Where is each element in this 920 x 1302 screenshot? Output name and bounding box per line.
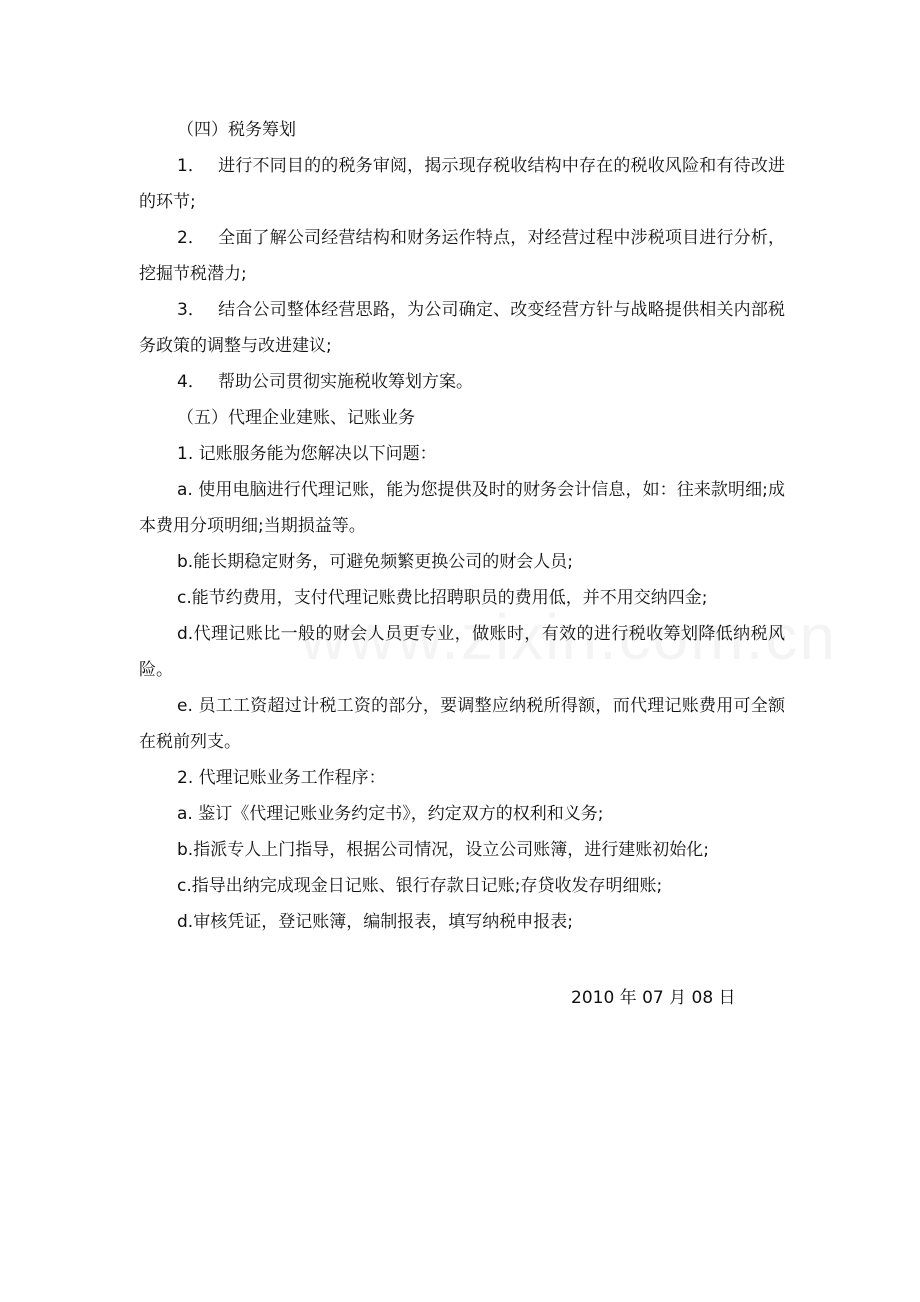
item-text: 帮助公司贯彻实施税收筹划方案。 — [218, 372, 473, 392]
list-item: a. 鉴订《代理记账业务约定书》，约定双方的权利和义务; — [177, 804, 604, 824]
list-item: c.指导出纳完成现金日记账、银行存款日记账;存贷收发存明细账; — [177, 876, 663, 896]
item-number: 3． — [177, 300, 205, 320]
document-body — [139, 112, 785, 940]
section-heading-bookkeeping: （五）代理企业建账、记账业务 — [177, 408, 415, 428]
subsection-title: 2. 代理记账业务工作程序： — [177, 768, 386, 788]
item-text: 结合公司整体经营思路，为公司确定、改变经营方针与战略提供相关内部税务政策的调整与改进建议; — [139, 300, 785, 356]
list-item — [139, 148, 785, 220]
list-item: c.能节约费用，支付代理记账费比招聘职员的费用低，并不用交纳四金; — [177, 588, 708, 608]
item-number: 2． — [177, 228, 205, 248]
document-date: 2010 年 07 月 08 日 — [571, 988, 736, 1008]
item-text: 全面了解公司经营结构和财务运作特点，对经营过程中涉税项目进行分析，挖掘节税潜力; — [139, 228, 785, 284]
list-item: d.代理记账比一般的财会人员更专业，做账时，有效的进行税收筹划降低纳税风险。 — [139, 624, 785, 680]
list-item: e. 员工工资超过计税工资的部分，要调整应纳税所得额，而代理记账费用可全额在税前列支。 — [139, 696, 785, 752]
list-item: b.能长期稳定财务，可避免频繁更换公司的财会人员; — [177, 552, 573, 572]
list-item: d.审核凭证，登记账簿，编制报表，填写纳税申报表; — [177, 912, 573, 932]
list-item: b.指派专人上门指导，根据公司情况，设立公司账簿，进行建账初始化; — [177, 840, 709, 860]
list-item — [139, 292, 785, 364]
item-text: 进行不同目的的税务审阅，揭示现存税收结构中存在的税收风险和有待改进的环节; — [139, 156, 785, 212]
item-number: 1． — [177, 156, 205, 176]
list-item: a. 使用电脑进行代理记账，能为您提供及时的财务会计信息，如：往来款明细;成本费用分项明细;当期损益等。 — [139, 480, 785, 536]
list-item — [139, 220, 785, 292]
item-number: 4． — [177, 372, 205, 392]
subsection-title: 1. 记账服务能为您解决以下问题： — [177, 444, 437, 464]
section-heading-tax-planning: （四）税务筹划 — [177, 120, 296, 140]
list-item — [139, 364, 785, 400]
